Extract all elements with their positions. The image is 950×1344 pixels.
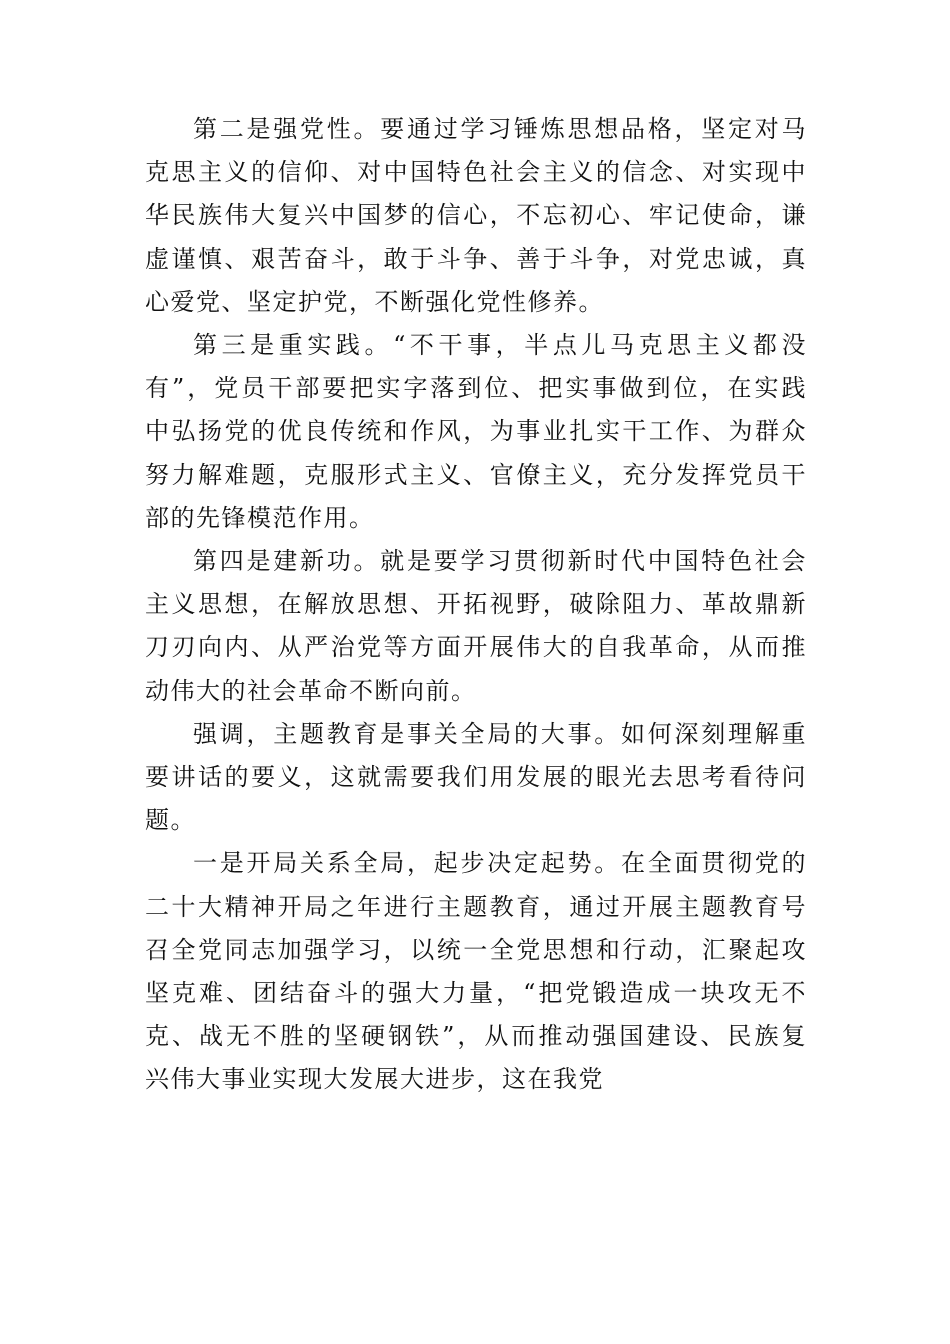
text-line: 虚谨慎、艰苦奋斗，敢于斗争、善于斗争，对党忠诚，真: [145, 244, 807, 273]
text-line: 兴伟大事业实现大发展大进步，这在我党: [145, 1065, 604, 1094]
text-line: 一是开局关系全局，起步决定起势。在全面贯彻党的: [193, 849, 807, 878]
text-line: 第三是重实践。“不干事，半点儿马克思主义都没: [193, 331, 807, 360]
paragraph-strengthen-party-spirit: [145, 108, 807, 324]
text-line: 中弘扬党的优良传统和作风，为事业扎实干工作、为群众: [145, 417, 807, 446]
text-line: 二十大精神开局之年进行主题教育，通过开展主题教育号: [145, 892, 807, 921]
paragraph-theme-education: [145, 713, 807, 843]
text-line: 部的先锋模范作用。: [145, 503, 375, 532]
text-line: 华民族伟大复兴中国梦的信心，不忘初心、牢记使命，谦: [145, 201, 807, 230]
document-body: [145, 108, 807, 1102]
text-line: 克、战无不胜的坚硬钢铁”，从而推动强国建设、民族复: [145, 1022, 807, 1051]
text-line: 克思主义的信仰、对中国特色社会主义的信念、对实现中: [145, 158, 807, 187]
text-line: 题。: [145, 806, 196, 835]
text-line: 有”，党员干部要把实字落到位、把实事做到位，在实践: [145, 374, 807, 403]
text-line: 第二是强党性。要通过学习锤炼思想品格，坚定对马: [193, 115, 807, 143]
text-line: 召全党同志加强学习，以统一全党思想和行动，汇聚起攻: [145, 935, 807, 964]
paragraph-opening-overall: [145, 842, 807, 1101]
text-line: 强调，主题教育是事关全局的大事。如何深刻理解重: [193, 719, 807, 748]
text-line: 努力解难题，克服形式主义、官僚主义，充分发挥党员干: [145, 460, 807, 489]
text-line: 动伟大的社会革命不断向前。: [145, 676, 477, 705]
paragraph-emphasize-practice: [145, 324, 807, 540]
text-line: 主义思想，在解放思想、开拓视野，破除阻力、革故鼎新: [145, 590, 807, 619]
text-line: 第四是建新功。就是要学习贯彻新时代中国特色社会: [193, 547, 807, 576]
text-line: 刀刃向内、从严治党等方面开展伟大的自我革命，从而推: [145, 633, 807, 662]
paragraph-new-achievements: [145, 540, 807, 713]
text-line: 要讲话的要义，这就需要我们用发展的眼光去思考看待问: [145, 763, 807, 792]
text-line: 坚克难、团结奋斗的强大力量，“把党锻造成一块攻无不: [145, 979, 807, 1008]
text-line: 心爱党、坚定护党，不断强化党性修养。: [145, 287, 604, 316]
